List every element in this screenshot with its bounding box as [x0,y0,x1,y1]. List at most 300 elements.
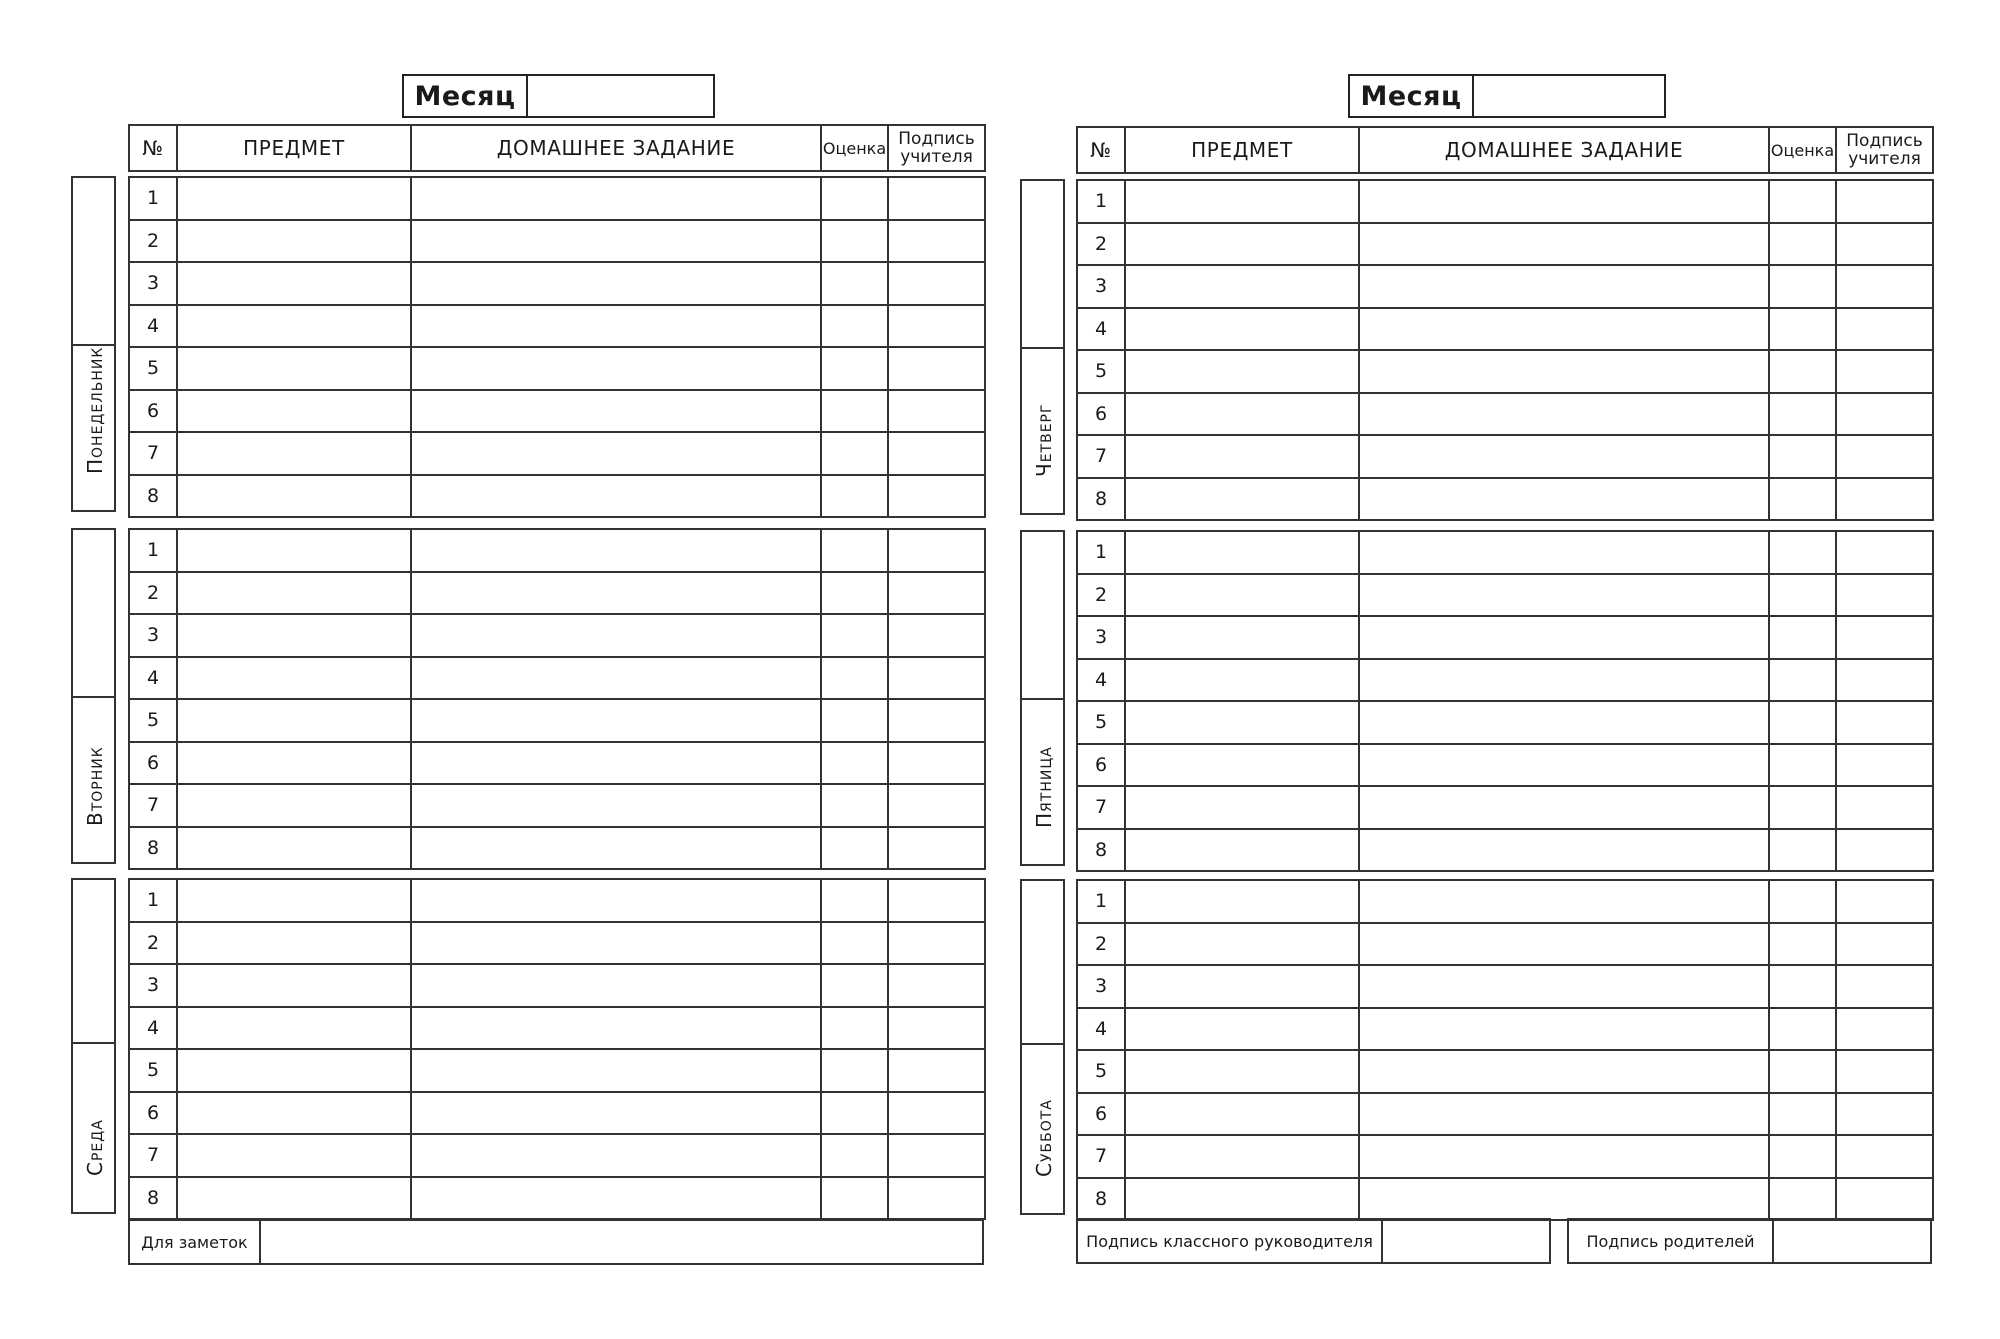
lesson-row [1077,923,1933,966]
parents-signature-field[interactable] [1774,1220,1930,1262]
homework-cell[interactable] [1359,265,1769,308]
teacher-signature-cell[interactable] [888,1049,985,1092]
grade-cell[interactable] [1769,744,1836,787]
homework-cell[interactable] [1359,616,1769,659]
teacher-signature-cell[interactable] [888,1092,985,1135]
subject-cell[interactable] [177,529,411,572]
column-homework: ДОМАШНЕЕ ЗАДАНИЕ [411,125,821,171]
lesson-number: 4 [1077,308,1125,351]
homework-cell[interactable] [411,964,821,1007]
lesson-row [1077,350,1933,393]
homework-cell[interactable] [1359,880,1769,923]
lesson-number: 7 [1077,786,1125,829]
grade-cell[interactable] [1769,180,1836,223]
grade-cell[interactable] [1769,786,1836,829]
header-table [1076,126,1934,174]
month-box [402,74,715,118]
lesson-row [1077,1008,1933,1051]
teacher-signature-cell[interactable] [1836,350,1933,393]
lessons-table-tuesday [128,528,986,870]
subject-cell[interactable] [177,347,411,390]
subject-cell[interactable] [177,964,411,1007]
lesson-row [129,475,985,518]
column-teacher-signature [888,125,985,171]
teacher-signature-cell[interactable] [1836,1135,1933,1178]
subject-cell[interactable] [1125,223,1359,266]
lesson-row [1077,574,1933,617]
right-page [1000,0,2000,1339]
lesson-row [129,614,985,657]
homework-cell[interactable] [1359,574,1769,617]
subject-cell[interactable] [177,784,411,827]
grade-cell[interactable] [821,964,888,1007]
teacher-signature-cell[interactable] [1836,701,1933,744]
column-subject: ПРЕДМЕТ [1125,127,1359,173]
teacher-signature-cell[interactable] [1836,574,1933,617]
day-name: Пятница [1031,746,1056,828]
homework-cell[interactable] [1359,531,1769,574]
subject-cell[interactable] [1125,744,1359,787]
teacher-signature-cell[interactable] [1836,880,1933,923]
teacher-signature-cell[interactable] [1836,393,1933,436]
grade-cell[interactable] [821,262,888,305]
subject-cell[interactable] [1125,1135,1359,1178]
subject-cell[interactable] [177,699,411,742]
subject-cell[interactable] [177,827,411,870]
subject-cell[interactable] [177,1092,411,1135]
homework-cell[interactable] [1359,1093,1769,1136]
lesson-number: 5 [1077,1050,1125,1093]
lesson-number: 1 [1077,880,1125,923]
lesson-number: 7 [1077,1135,1125,1178]
teacher-signature-cell[interactable] [888,657,985,700]
homework-cell[interactable] [1359,435,1769,478]
teacher-signature-cell[interactable] [1836,531,1933,574]
homework-cell[interactable] [411,305,821,348]
lesson-row [129,572,985,615]
lesson-row [129,1007,985,1050]
teacher-signature-cell[interactable] [1836,829,1933,872]
teacher-signature-cell[interactable] [888,432,985,475]
grade-cell[interactable] [1769,393,1836,436]
subject-cell[interactable] [1125,308,1359,351]
teacher-signature-cell[interactable] [1836,308,1933,351]
class-teacher-signature-field[interactable] [1383,1220,1549,1262]
lesson-number: 1 [1077,180,1125,223]
teacher-signature-cell[interactable] [888,262,985,305]
homework-cell[interactable] [1359,1178,1769,1221]
column-number: № [129,125,177,171]
homework-cell[interactable] [411,1049,821,1092]
grade-cell[interactable] [821,827,888,870]
subject-cell[interactable] [177,305,411,348]
homework-cell[interactable] [1359,478,1769,521]
teacher-signature-cell[interactable] [888,347,985,390]
lesson-number: 3 [129,614,177,657]
subject-cell[interactable] [1125,531,1359,574]
teacher-signature-cell[interactable] [888,1007,985,1050]
lesson-row [1077,435,1933,478]
lessons-table-friday [1076,530,1934,872]
lesson-number: 5 [1077,350,1125,393]
lesson-row [129,432,985,475]
teacher-signature-cell[interactable] [888,1134,985,1177]
grade-cell[interactable] [1769,435,1836,478]
teacher-signature-cell[interactable] [888,305,985,348]
lesson-number: 8 [1077,478,1125,521]
subject-cell[interactable] [1125,965,1359,1008]
subject-cell[interactable] [1125,1178,1359,1221]
subject-cell[interactable] [177,742,411,785]
lesson-row [129,827,985,870]
grade-cell[interactable] [821,475,888,518]
lesson-row [129,220,985,263]
grade-cell[interactable] [821,432,888,475]
lesson-row [1077,701,1933,744]
subject-cell[interactable] [1125,1008,1359,1051]
parents-signature-box [1567,1218,1932,1264]
homework-cell[interactable] [1359,393,1769,436]
lesson-row [129,657,985,700]
lesson-number: 5 [129,699,177,742]
homework-cell[interactable] [411,784,821,827]
homework-cell[interactable] [1359,923,1769,966]
subject-cell[interactable] [1125,265,1359,308]
grade-cell[interactable] [821,390,888,433]
homework-cell[interactable] [411,614,821,657]
homework-cell[interactable] [411,572,821,615]
teacher-signature-cell[interactable] [1836,786,1933,829]
teacher-signature-cell[interactable] [1836,1008,1933,1051]
homework-cell[interactable] [411,1177,821,1220]
homework-cell[interactable] [1359,786,1769,829]
grade-cell[interactable] [1769,1093,1836,1136]
homework-cell[interactable] [1359,223,1769,266]
lesson-row [1077,829,1933,872]
grade-cell[interactable] [821,529,888,572]
lesson-row [129,390,985,433]
subject-cell[interactable] [177,1007,411,1050]
grade-cell[interactable] [821,220,888,263]
notes-field[interactable] [261,1221,982,1263]
subject-cell[interactable] [177,657,411,700]
subject-cell[interactable] [177,572,411,615]
lesson-row [129,922,985,965]
lesson-number: 8 [129,827,177,870]
homework-cell[interactable] [1359,829,1769,872]
teacher-signature-cell[interactable] [888,699,985,742]
subject-cell[interactable] [177,614,411,657]
lesson-number: 4 [129,305,177,348]
lesson-number: 5 [1077,701,1125,744]
day-label-monday [71,176,116,512]
grade-cell[interactable] [821,1049,888,1092]
teacher-signature-cell[interactable] [888,964,985,1007]
teacher-signature-cell[interactable] [888,827,985,870]
subject-cell[interactable] [177,262,411,305]
homework-cell[interactable] [1359,1008,1769,1051]
grade-cell[interactable] [821,699,888,742]
subject-cell[interactable] [177,1134,411,1177]
grade-cell[interactable] [1769,965,1836,1008]
grade-cell[interactable] [821,305,888,348]
subject-cell[interactable] [1125,923,1359,966]
lesson-row [1077,965,1933,1008]
homework-cell[interactable] [411,1092,821,1135]
subject-cell[interactable] [177,432,411,475]
teacher-signature-cell[interactable] [1836,659,1933,702]
homework-cell[interactable] [1359,701,1769,744]
parents-signature-label: Подпись родителей [1569,1220,1774,1262]
teacher-signature-cell[interactable] [1836,965,1933,1008]
teacher-signature-cell[interactable] [1836,180,1933,223]
homework-cell[interactable] [411,347,821,390]
grade-cell[interactable] [1769,265,1836,308]
homework-cell[interactable] [411,657,821,700]
subject-cell[interactable] [177,177,411,220]
subject-cell[interactable] [1125,1093,1359,1136]
lesson-number: 2 [129,220,177,263]
teacher-signature-cell[interactable] [888,475,985,518]
subject-cell[interactable] [177,922,411,965]
lesson-number: 2 [1077,574,1125,617]
subject-cell[interactable] [177,390,411,433]
day-name: Среда [82,1119,107,1176]
teacher-signature-cell[interactable] [1836,223,1933,266]
grade-cell[interactable] [1769,923,1836,966]
grade-cell[interactable] [1769,829,1836,872]
teacher-signature-cell[interactable] [1836,1093,1933,1136]
homework-cell[interactable] [411,432,821,475]
lesson-number: 8 [129,1177,177,1220]
day-label-saturday [1020,879,1065,1215]
subject-cell[interactable] [177,879,411,922]
homework-cell[interactable] [411,262,821,305]
lesson-number: 3 [1077,265,1125,308]
month-field[interactable] [528,76,713,116]
subject-cell[interactable] [1125,350,1359,393]
subject-cell[interactable] [1125,393,1359,436]
teacher-signature-cell[interactable] [1836,923,1933,966]
lesson-row [1077,786,1933,829]
teacher-signature-cell[interactable] [888,879,985,922]
lesson-number: 7 [129,784,177,827]
subject-cell[interactable] [1125,701,1359,744]
lesson-number: 3 [1077,965,1125,1008]
column-teacher-signature [1836,127,1933,173]
teacher-signature-cell[interactable] [1836,1178,1933,1221]
class-teacher-signature-label: Подпись классного руководителя [1078,1220,1383,1262]
lesson-row [1077,880,1933,923]
lesson-number: 1 [129,177,177,220]
day-divider [73,1042,114,1044]
grade-cell[interactable] [821,742,888,785]
homework-cell[interactable] [1359,1050,1769,1093]
homework-cell[interactable] [411,742,821,785]
lesson-row [129,964,985,1007]
homework-cell[interactable] [411,879,821,922]
grade-cell[interactable] [821,572,888,615]
teacher-signature-cell[interactable] [888,614,985,657]
subject-cell[interactable] [1125,829,1359,872]
lesson-number: 8 [129,475,177,518]
lesson-number: 1 [1077,531,1125,574]
lesson-row [129,262,985,305]
homework-cell[interactable] [411,220,821,263]
day-name: Вторник [82,746,107,826]
homework-cell[interactable] [1359,350,1769,393]
lessons-table-monday [128,176,986,518]
lesson-number: 4 [1077,659,1125,702]
subject-cell[interactable] [1125,616,1359,659]
homework-cell[interactable] [411,475,821,518]
grade-cell[interactable] [821,1177,888,1220]
lesson-number: 8 [1077,829,1125,872]
teacher-signature-cell[interactable] [888,742,985,785]
lesson-number: 2 [1077,223,1125,266]
subject-cell[interactable] [1125,574,1359,617]
homework-cell[interactable] [411,699,821,742]
day-divider [1022,1043,1063,1045]
month-box [1348,74,1666,118]
lesson-number: 3 [1077,616,1125,659]
subject-cell[interactable] [1125,659,1359,702]
month-field[interactable] [1474,76,1664,116]
homework-cell[interactable] [411,390,821,433]
grade-cell[interactable] [821,1092,888,1135]
homework-cell[interactable] [411,177,821,220]
grade-cell[interactable] [821,1007,888,1050]
homework-cell[interactable] [411,1007,821,1050]
homework-cell[interactable] [411,922,821,965]
lesson-number: 1 [129,529,177,572]
grade-cell[interactable] [1769,880,1836,923]
grade-cell[interactable] [821,614,888,657]
grade-cell[interactable] [821,879,888,922]
lesson-row [129,347,985,390]
lesson-row [1077,1135,1933,1178]
grade-cell[interactable] [821,1134,888,1177]
day-divider [1022,347,1063,349]
day-label-wednesday [71,878,116,1214]
lesson-row [129,1177,985,1220]
lesson-row [129,1092,985,1135]
grade-cell[interactable] [1769,531,1836,574]
homework-cell[interactable] [411,827,821,870]
homework-cell[interactable] [1359,308,1769,351]
lesson-number: 5 [129,347,177,390]
teacher-signature-cell[interactable] [888,529,985,572]
teacher-signature-cell[interactable] [888,390,985,433]
lesson-number: 6 [1077,393,1125,436]
homework-cell[interactable] [1359,744,1769,787]
lesson-row [1077,744,1933,787]
lesson-row [1077,180,1933,223]
grade-cell[interactable] [821,784,888,827]
subject-cell[interactable] [177,220,411,263]
subject-cell[interactable] [1125,180,1359,223]
column-number: № [1077,127,1125,173]
grade-cell[interactable] [1769,616,1836,659]
teacher-signature-cell[interactable] [1836,1050,1933,1093]
teacher-signature-cell[interactable] [888,572,985,615]
day-divider [73,344,114,346]
teacher-signature-cell[interactable] [888,220,985,263]
grade-cell[interactable] [1769,350,1836,393]
teacher-signature-cell[interactable] [1836,616,1933,659]
lesson-number: 2 [129,572,177,615]
subject-cell[interactable] [1125,478,1359,521]
grade-cell[interactable] [1769,701,1836,744]
teacher-signature-cell[interactable] [1836,435,1933,478]
subject-cell[interactable] [1125,880,1359,923]
grade-cell[interactable] [1769,223,1836,266]
subject-cell[interactable] [177,1177,411,1220]
teacher-signature-cell[interactable] [888,784,985,827]
lesson-row [129,529,985,572]
column-homework: ДОМАШНЕЕ ЗАДАНИЕ [1359,127,1769,173]
grade-cell[interactable] [1769,1135,1836,1178]
subject-cell[interactable] [1125,1050,1359,1093]
subject-cell[interactable] [1125,435,1359,478]
teacher-signature-cell[interactable] [888,1177,985,1220]
grade-cell[interactable] [1769,1178,1836,1221]
lesson-number: 8 [1077,1178,1125,1221]
subject-cell[interactable] [177,475,411,518]
homework-cell[interactable] [411,529,821,572]
subject-cell[interactable] [177,1049,411,1092]
lessons-table-thursday [1076,179,1934,521]
teacher-signature-cell[interactable] [1836,478,1933,521]
day-label-thursday [1020,179,1065,515]
lesson-number: 6 [129,1092,177,1135]
grade-cell[interactable] [821,922,888,965]
lesson-row [1077,616,1933,659]
class-teacher-signature-box [1076,1218,1551,1264]
homework-cell[interactable] [1359,965,1769,1008]
lesson-row [1077,531,1933,574]
grade-cell[interactable] [821,657,888,700]
grade-cell[interactable] [1769,574,1836,617]
grade-cell[interactable] [821,347,888,390]
lesson-row [1077,1093,1933,1136]
day-label-friday [1020,530,1065,866]
lesson-number: 7 [129,432,177,475]
grade-cell[interactable] [1769,478,1836,521]
homework-cell[interactable] [1359,659,1769,702]
notes-label: Для заметок [130,1221,261,1263]
lesson-number: 2 [1077,923,1125,966]
grade-cell[interactable] [1769,1008,1836,1051]
grade-cell[interactable] [821,177,888,220]
header-table [128,124,986,172]
grade-cell[interactable] [1769,1050,1836,1093]
homework-cell[interactable] [1359,180,1769,223]
teacher-signature-cell[interactable] [1836,744,1933,787]
grade-cell[interactable] [1769,308,1836,351]
lesson-number: 2 [129,922,177,965]
homework-cell[interactable] [1359,1135,1769,1178]
column-subject: ПРЕДМЕТ [177,125,411,171]
teacher-signature-cell[interactable] [888,922,985,965]
teacher-signature-cell[interactable] [888,177,985,220]
grade-cell[interactable] [1769,659,1836,702]
subject-cell[interactable] [1125,786,1359,829]
teacher-signature-cell[interactable] [1836,265,1933,308]
homework-cell[interactable] [411,1134,821,1177]
lesson-number: 7 [129,1134,177,1177]
lesson-number: 6 [1077,744,1125,787]
